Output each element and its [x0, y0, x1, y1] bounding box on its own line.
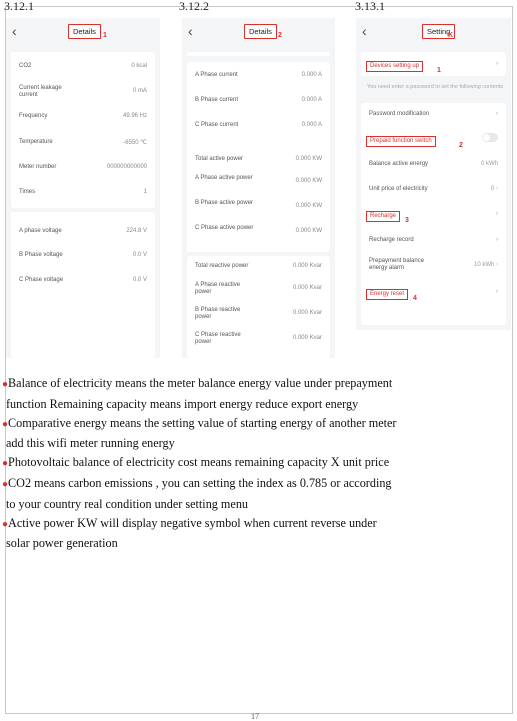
prepaid-function-label: Prepaid function switch — [366, 136, 436, 147]
back-icon[interactable]: ‹ — [12, 23, 17, 39]
screen2-header — [182, 18, 335, 48]
devices-setting-card[interactable] — [361, 52, 506, 76]
marker-2: 2 — [278, 32, 282, 39]
screen3-title: Setting — [422, 24, 455, 39]
marker-1: 1 — [437, 67, 441, 74]
section-number-3: 3.13.1 — [355, 0, 385, 13]
section-number-1: 3.12.1 — [4, 0, 34, 13]
password-hint: You need enter a password to set the following contents — [367, 84, 504, 90]
marker-k: K — [448, 32, 454, 39]
bullet-line: ●Photovoltaic balance of electricity cost means remaining capacity X unit price — [2, 455, 390, 470]
screen2-card-current: A Phase current 0.000 A B Phase current 0.000 A C Phase current 0.000 A — [187, 62, 330, 159]
unit-price-value: 0 › — [490, 186, 498, 192]
chevron-right-icon: › — [496, 61, 498, 67]
bullet-line: to your country real condition under setting menu — [6, 496, 249, 511]
screen3-header — [356, 18, 511, 48]
marker-1: 1 — [103, 32, 107, 39]
marker-4: 4 — [413, 295, 417, 302]
bullet-icon: ● — [2, 418, 9, 430]
bullet-icon: ● — [2, 458, 9, 470]
explanation-bullets — [2, 374, 515, 553]
details-screen-1 — [6, 18, 160, 358]
section-number-2: 3.12.2 — [179, 0, 209, 13]
marker-3: 3 — [405, 217, 409, 224]
screen1-card-voltage: A phase voltage 224.8 V B Phase voltage 0.0 V C Phase voltage 0.0 V — [11, 212, 155, 358]
bullet-line: function Remaining capacity means import energy reduce export energy — [6, 396, 359, 411]
bullet-icon: ● — [2, 478, 9, 490]
setting-screen — [356, 18, 511, 330]
screen2-title: Details — [244, 24, 277, 39]
bullet-line: solar power generation — [6, 536, 118, 551]
prepaid-function-toggle[interactable] — [482, 133, 498, 142]
bullet-icon: ● — [2, 379, 9, 390]
details-screen-2 — [182, 18, 335, 358]
screen1-header — [6, 18, 160, 48]
bullet-icon: ● — [2, 518, 9, 530]
recharge-label: Recharge — [366, 211, 400, 222]
marker-2: 2 — [459, 142, 463, 149]
bullet-line: ●Active power KW will display negative symbol when current reverse under — [2, 515, 377, 530]
chevron-right-icon: › — [496, 211, 498, 217]
page-number: 17 — [251, 712, 259, 721]
chevron-right-icon: › — [496, 237, 498, 243]
screen1-card-info: CO2 0 kcal Current leakage current 0 mA Frequency 49.96 Hz Temperature -6550 ℃ Meter number 000000000000 Times 1 — [11, 52, 155, 208]
screen2-card-reactive-power: Total reactive power 0.000 Kvar A Phase reactive power 0.000 Kvar B Phase reactive power 0.000 Kvar C Phase reactive power 0.000 Kvar — [187, 256, 330, 358]
energy-reset-label: Energy reset — [366, 289, 408, 300]
chevron-right-icon: › — [496, 289, 498, 295]
prepayment-alarm-value: 10 kWh › — [473, 262, 498, 268]
chevron-right-icon: › — [496, 111, 498, 117]
bullet-line: add this wifi meter running energy — [6, 436, 175, 451]
bullet-line: ●CO2 means carbon emissions , you can setting the index as 0.785 or according — [2, 475, 392, 490]
bullet-line: ●Comparative energy means the setting value of starting energy of another meter — [2, 415, 397, 430]
back-icon[interactable]: ‹ — [188, 23, 193, 39]
screen2-card-top — [187, 52, 330, 56]
screen1-title: Details — [68, 24, 101, 39]
back-icon[interactable]: ‹ — [362, 23, 367, 39]
devices-setting-label: Devices setting up — [366, 61, 423, 72]
screen2-card-active-power: Total active power 0.000 KW A Phase active power 0.000 KW B Phase active power 0.000 KW C Phase active power 0.000 KW — [187, 145, 330, 252]
bullet-line: ●Balance of electricity means the meter balance energy value under prepayment — [2, 376, 393, 390]
settings-list-card: Password modification › Prepaid function switch 2 Balance active energy 0 kWh Unit price of electricity 0 › Recharge 3 › Recharge record › Prepayment balance energy alarm 10 kWh › Energy reset 4 › — [361, 103, 506, 325]
